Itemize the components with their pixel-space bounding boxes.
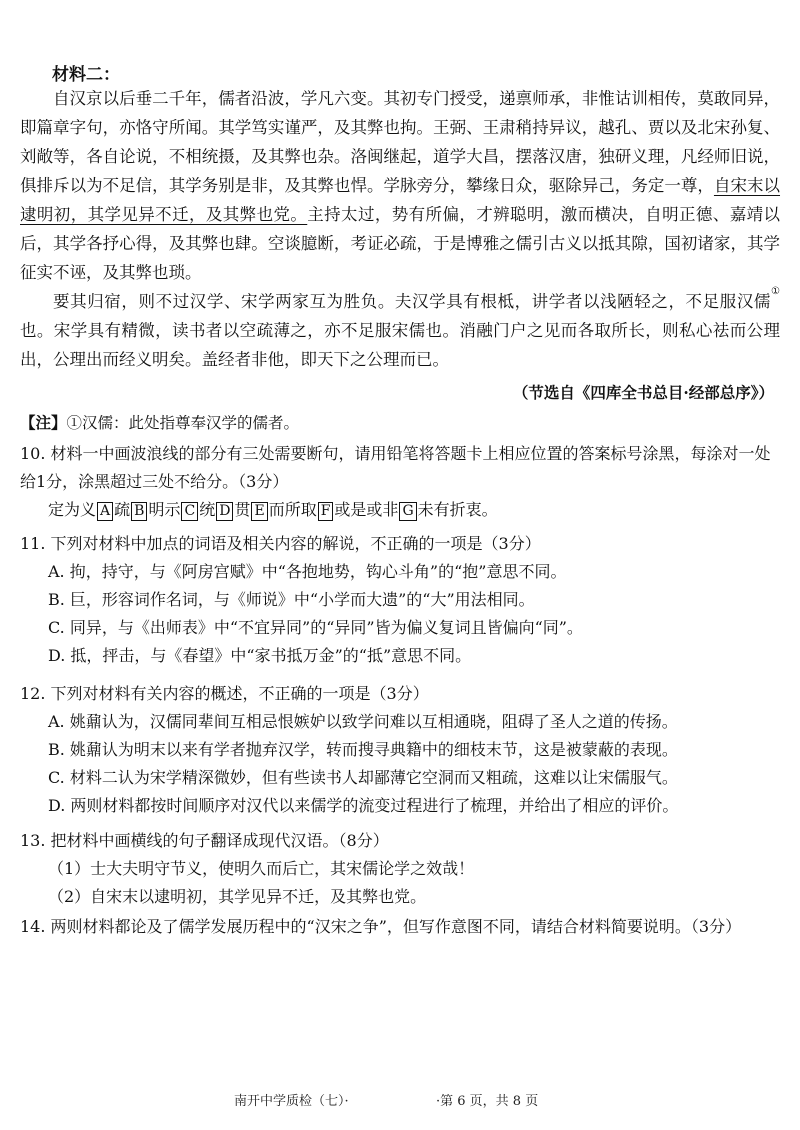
- passage-text: 要其归宿，则不过汉学、宋学两家互为胜负。夫汉学具有根柢，讲学者以浅陋轻之，不足服汉儒: [53, 292, 772, 311]
- passage-text: 也。宋学具有精微，读书者以空疏薄之，亦不足服宋儒也。消融门户之见而各取所长，则私心祛而公理出，公理出而经义明矣。盖经者非他，即天下之公理而已。: [20, 321, 780, 369]
- material-two-title: 材料二：: [52, 65, 120, 85]
- footnote: [20, 411, 299, 433]
- note-label: 【注】: [20, 414, 67, 432]
- note-text: ①汉儒：此处指尊奉汉学的儒者。: [66, 414, 300, 432]
- question-14: [20, 913, 780, 941]
- segment: 疏: [114, 500, 131, 519]
- passage-paragraph-1: [20, 84, 780, 287]
- sentence-2: （2）自宋末以逮明初，其学见异不迁，及其弊也党。: [48, 887, 427, 906]
- page-number: ·第 6 页，共 8 页: [436, 1094, 539, 1109]
- segment: 未有折衷。: [417, 500, 498, 519]
- material-two-passage: [20, 84, 780, 374]
- question-13: [20, 827, 780, 911]
- footnote-marker: ①: [771, 286, 780, 297]
- question-stem: 13. 把材料中画横线的句子翻译成现代汉语。（8分）: [20, 831, 389, 850]
- option-a[interactable]: A. 拘，持守，与《阿房宫赋》中“各抱地势，钩心斗角”的“抱”意思不同。: [48, 562, 567, 581]
- answer-box-a[interactable]: A: [97, 502, 113, 521]
- segment: 而所取: [268, 500, 317, 519]
- segment: 明示: [148, 500, 181, 519]
- answer-box-c[interactable]: C: [181, 502, 198, 521]
- option-b[interactable]: B. 巨，形容词作名词，与《师说》中“小学而大遗”的“大”用法相同。: [48, 590, 535, 609]
- question-stem: 11. 下列对材料中加点的词语及相关内容的解说，不正确的一项是（3分）: [20, 534, 541, 553]
- sentence-1: （1）士大夫明守节义，使明久而后亡，其宋儒论学之效哉！: [48, 859, 475, 878]
- option-d[interactable]: D. 两则材料都按时间顺序对汉代以来儒学的流变过程进行了梳理，并给出了相应的评价。: [48, 796, 679, 815]
- question-stem: 12. 下列对材料有关内容的概述，不正确的一项是（3分）: [20, 684, 429, 703]
- answer-box-f[interactable]: F: [318, 502, 334, 521]
- passage-text: 主持太过，势有所偏，才辨聪明，激而横决，自明正德、嘉靖以后，其学各抒心得，及其弊也肆。空谈臆断，考证必疏，于是博雅之儒引古义以抵其隙，国初诸家，其学征实不诬，及其弊也琐。: [20, 205, 781, 282]
- passage-paragraph-2: [20, 287, 780, 374]
- segment: 统: [199, 500, 216, 519]
- underlined-sentence: 自宋末以逮明初，其学见异不迁，及其弊也党。: [20, 176, 781, 224]
- passage-text: 自汉京以后垂二千年，儒者沿波，学凡六变。其初专门授受，递禀师承，非惟诂训相传，莫敢同异，即篇章字句，亦恪守所闻。其学笃实谨严，及其弊也拘。王弼、王肃稍持异议，越孔、贾以及北宋孙复、刘敞等，各自论说，不相统摄，及其弊也杂。洛闽继起，道学大昌，摆落汉唐，独研义理，凡经师旧说，俱排斥以为不足信，其学务别是非，及其弊也悍。学脉旁分，攀缘日众，驱除异己，务定一尊，: [20, 89, 780, 195]
- option-b[interactable]: B. 姚鼐认为明末以来有学者抛弃汉学，转而搜寻典籍中的细枝末节，这是被蒙蔽的表现。: [48, 740, 678, 759]
- question-stem: 10. 材料一中画波浪线的部分有三处需要断句，请用铅笔将答题卡上相应位置的答案标号涂黑，每涂对一处给1分，涂黑超过三处不给分。（3分）: [20, 444, 771, 491]
- segment: 或是或非: [334, 500, 399, 519]
- exam-name: 南开中学质检（七）·: [234, 1094, 349, 1109]
- question-stem: 14. 两则材料都论及了儒学发展历程中的“汉宋之争”，但写作意图不同，请结合材料简要说明。（3分）: [20, 917, 742, 936]
- answer-box-e[interactable]: E: [251, 502, 267, 521]
- question-12: [20, 680, 780, 820]
- punctuation-line: [48, 496, 780, 524]
- answer-box-d[interactable]: D: [216, 502, 233, 521]
- answer-box-b[interactable]: B: [131, 502, 147, 521]
- question-10: [20, 440, 780, 524]
- option-a[interactable]: A. 姚鼐认为，汉儒同辈间互相忌恨嫉妒以致学问难以互相通晓，阻碍了圣人之道的传扬。: [48, 712, 678, 731]
- option-c[interactable]: C. 材料二认为宋学精深微妙，但有些读书人却鄙薄它空洞而又粗疏，这难以让宋儒服气。: [48, 768, 678, 787]
- option-c[interactable]: C. 同异，与《出师表》中“不宜异同”的“异同”皆为偏义复词且皆偏向“同”。: [48, 618, 583, 637]
- segment: 定为义: [48, 500, 97, 519]
- segment: 贯: [234, 500, 251, 519]
- answer-box-g[interactable]: G: [399, 502, 416, 521]
- question-11: [20, 530, 780, 670]
- source-citation: （节选自《四库全书总目·经部总序》）: [512, 383, 774, 402]
- option-d[interactable]: D. 抵，抨击，与《春望》中“家书抵万金”的“抵”意思不同。: [48, 646, 472, 665]
